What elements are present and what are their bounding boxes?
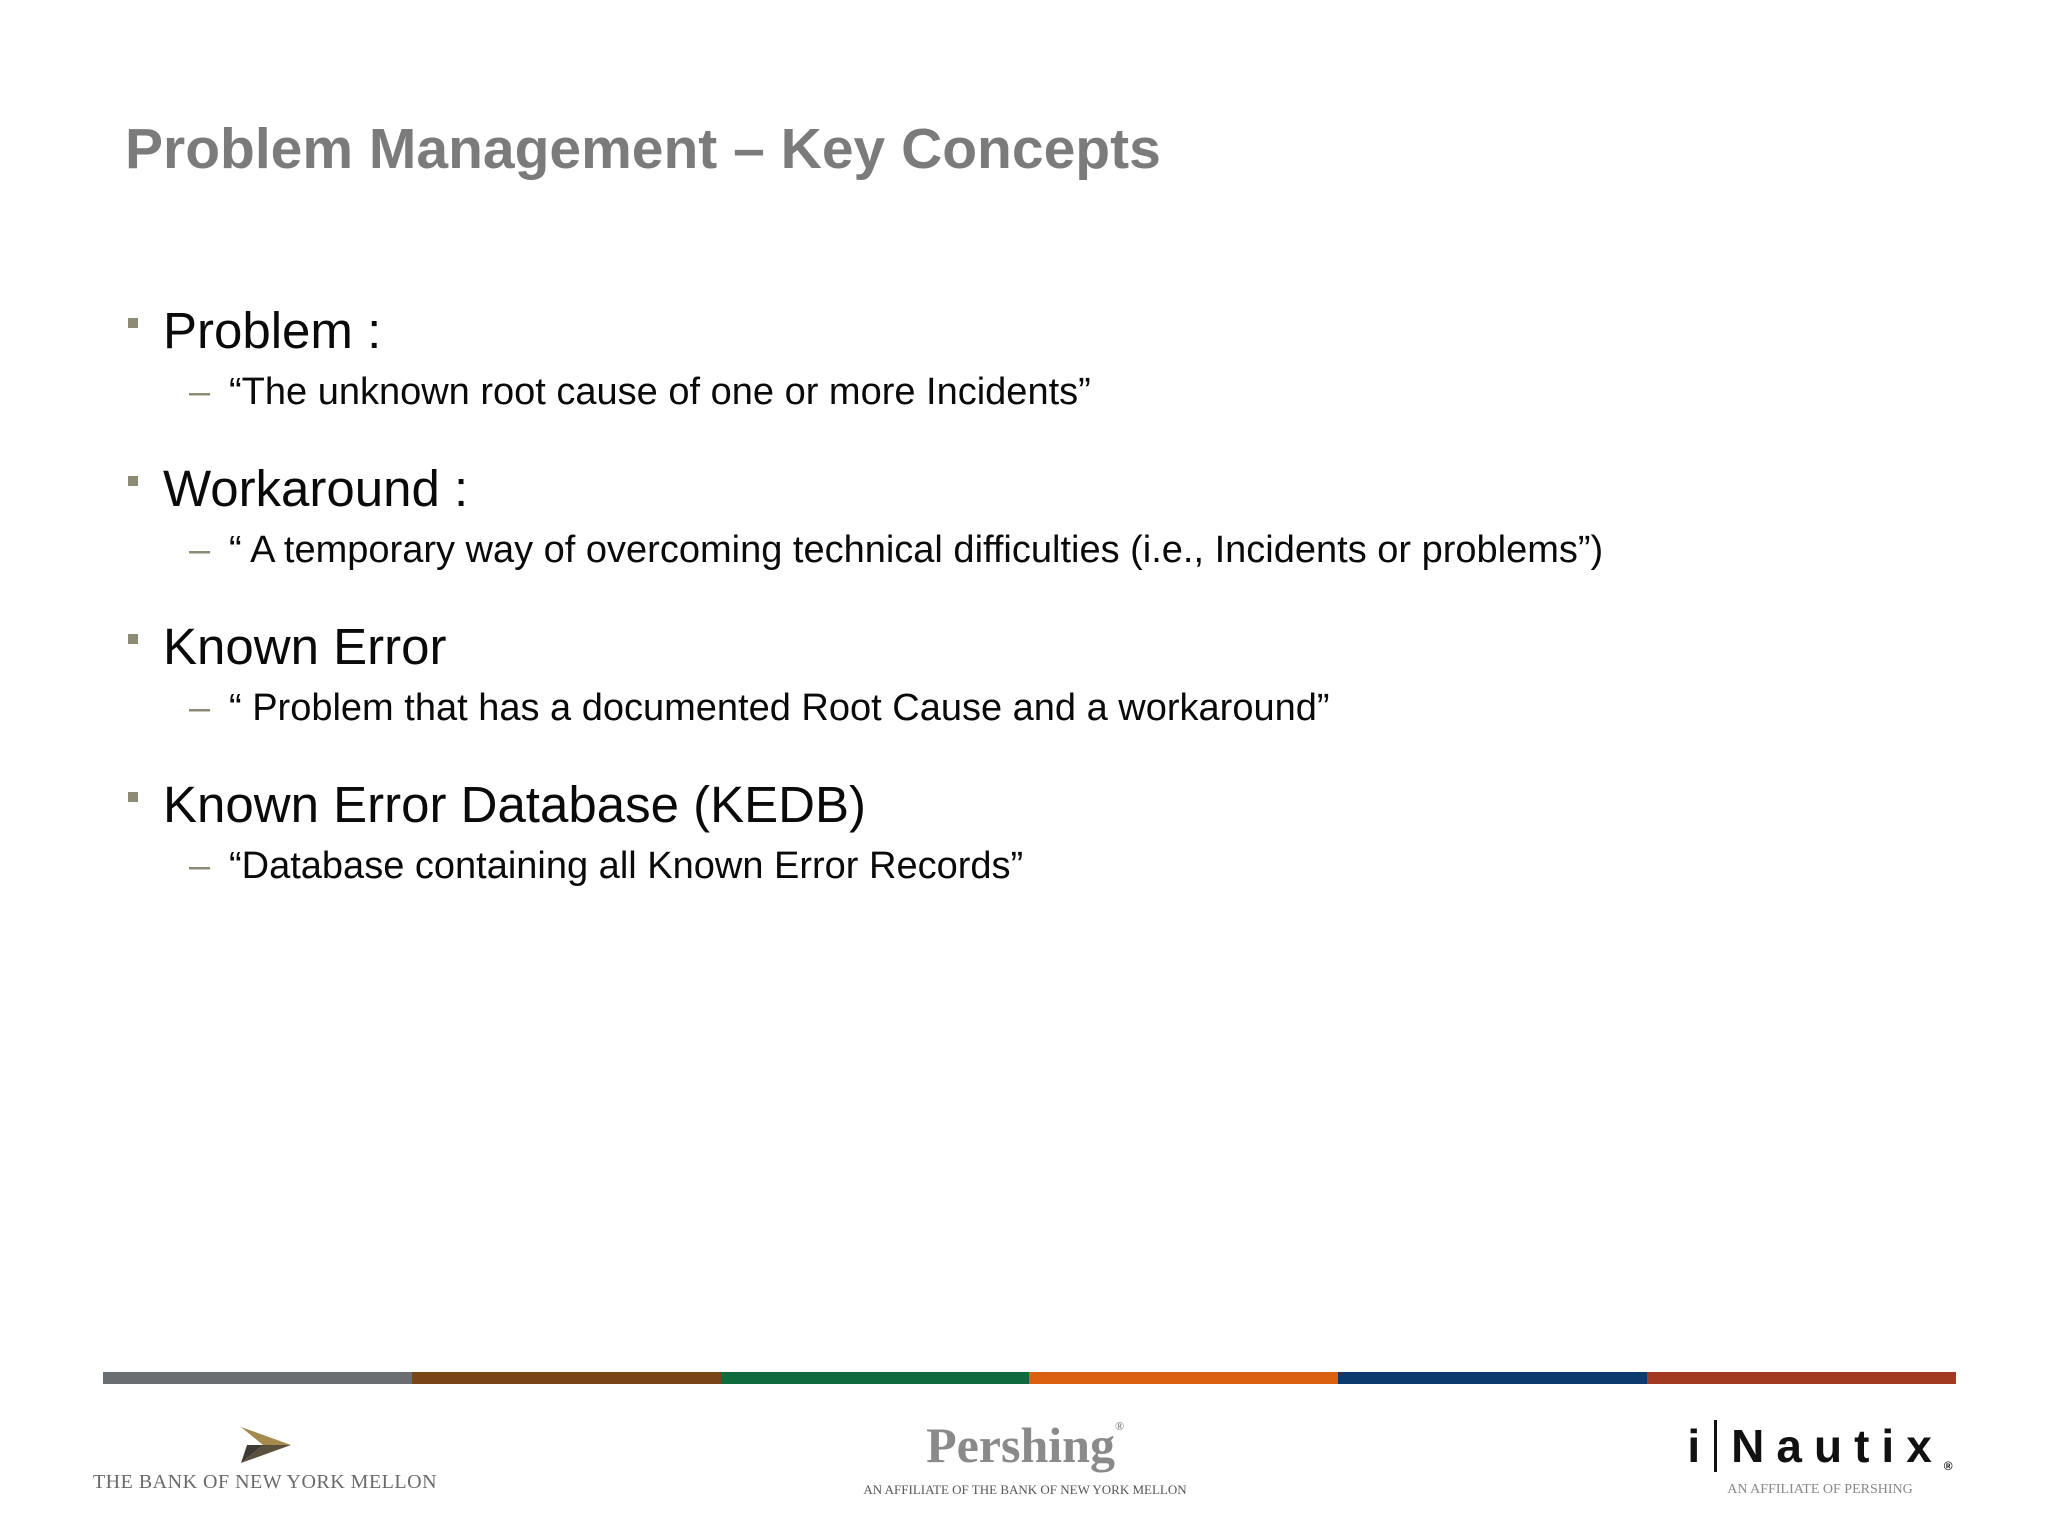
definition-text: “Database containing all Known Error Records” — [229, 845, 1024, 887]
inautix-letter: N — [1731, 1420, 1777, 1472]
square-bullet-icon — [128, 634, 138, 644]
definition-text: “The unknown root cause of one or more Incidents” — [229, 371, 1091, 413]
color-bar-segment — [1338, 1372, 1647, 1384]
bullet-definition — [189, 524, 1925, 576]
bullet-item-kedb — [125, 774, 1925, 892]
square-bullet-icon — [128, 318, 138, 328]
bny-mellon-name: THE BANK OF NEW YORK MELLON — [92, 1471, 438, 1493]
registered-mark-icon: ® — [1943, 1459, 1953, 1473]
inautix-logo — [1670, 1420, 1970, 1498]
dash-icon: – — [189, 687, 211, 729]
bny-mellon-logo — [90, 1425, 440, 1494]
bny-mellon-arrow-icon — [237, 1425, 293, 1465]
footer-color-bar — [103, 1372, 1956, 1384]
definition-text: “ Problem that has a documented Root Cause and a workaround” — [229, 687, 1330, 729]
bullet-definition — [189, 682, 1925, 734]
inautix-letter: u — [1813, 1420, 1855, 1472]
dash-icon: – — [189, 371, 211, 413]
pershing-name: Pershing — [926, 1417, 1115, 1473]
bullet-term: Workaround : — [163, 460, 469, 517]
pershing-tagline: AN AFFILIATE OF THE BANK OF NEW YORK MELLON — [863, 1482, 1187, 1497]
slide-title: Problem Management – Key Concepts — [125, 117, 1161, 181]
pershing-logo — [850, 1417, 1200, 1498]
color-bar-segment — [103, 1372, 412, 1384]
inautix-letter: x — [1906, 1420, 1944, 1472]
bullet-term: Problem : — [163, 302, 382, 359]
color-bar-segment — [1029, 1372, 1338, 1384]
inautix-wordmark — [1670, 1420, 1970, 1472]
inautix-letter: i — [1687, 1420, 1713, 1472]
color-bar-segment — [721, 1372, 1030, 1384]
bullet-definition — [189, 366, 1925, 418]
inautix-divider — [1714, 1420, 1717, 1472]
bullet-item-workaround — [125, 458, 1925, 576]
bullet-item-problem — [125, 300, 1925, 418]
registered-mark-icon: ® — [1114, 1419, 1124, 1433]
color-bar-segment — [1647, 1372, 1956, 1384]
square-bullet-icon — [128, 792, 138, 802]
inautix-letter: i — [1881, 1420, 1907, 1472]
dash-icon: – — [189, 845, 211, 887]
inautix-letter: a — [1776, 1420, 1814, 1472]
pershing-name-wrapper — [850, 1417, 1200, 1473]
bullet-definition — [189, 840, 1925, 892]
bullet-list — [125, 300, 1925, 932]
inautix-tagline: AN AFFILIATE OF PERSHING — [1727, 1482, 1913, 1497]
square-bullet-icon — [128, 476, 138, 486]
definition-text: “ A temporary way of overcoming technical difficulties (i.e., Incidents or problems”) — [229, 529, 1604, 571]
bullet-term: Known Error Database (KEDB) — [163, 776, 866, 833]
bullet-item-known-error — [125, 616, 1925, 734]
bullet-term: Known Error — [163, 618, 447, 675]
inautix-letter: t — [1854, 1420, 1882, 1472]
color-bar-segment — [412, 1372, 721, 1384]
dash-icon: – — [189, 529, 211, 571]
